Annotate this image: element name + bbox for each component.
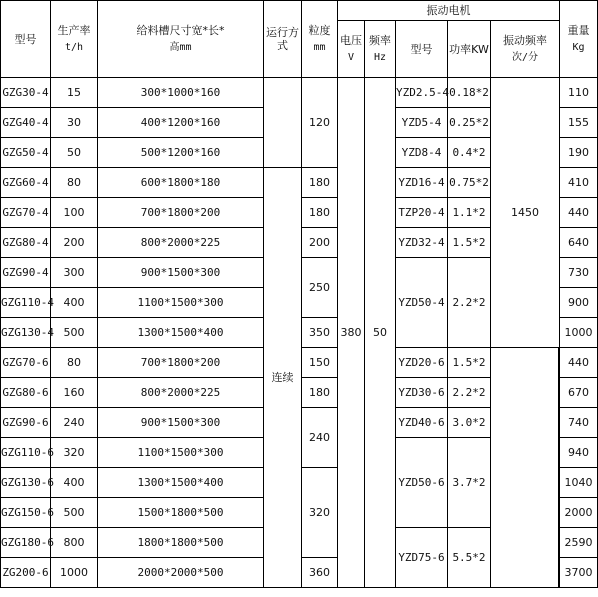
cell-trough: 1100*1500*300 — [98, 438, 264, 468]
cell-model: GZG70-6 — [1, 348, 51, 378]
cell-model: GZG130-6 — [1, 468, 51, 498]
cell-model: GZG60-4 — [1, 168, 51, 198]
cell-weight: 410 — [560, 168, 598, 198]
header-frequency-label: 频率 — [369, 34, 391, 47]
cell-trough: 1500*1800*500 — [98, 498, 264, 528]
cell-motor-model: YZD50-6 — [396, 438, 448, 528]
cell-weight: 640 — [560, 228, 598, 258]
cell-particle: 200 — [302, 228, 338, 258]
header-voltage — [338, 21, 365, 78]
cell-capacity: 500 — [51, 498, 98, 528]
cell-capacity: 50 — [51, 138, 98, 168]
cell-capacity: 400 — [51, 468, 98, 498]
cell-motor-model: YZD30-6 — [396, 378, 448, 408]
cell-weight: 2000 — [560, 498, 598, 528]
cell-trough: 800*2000*225 — [98, 228, 264, 258]
cell-capacity: 80 — [51, 348, 98, 378]
header-operation: 运行方式 — [264, 1, 302, 78]
cell-model: GZG90-6 — [1, 408, 51, 438]
cell-model: GZG110-6 — [1, 438, 51, 468]
header-vibmotor: 振动电机 — [338, 1, 560, 21]
header-voltage-label: 电压 — [340, 34, 362, 47]
header-particle-label: 粒度 — [308, 24, 331, 37]
cell-operation-blank — [264, 78, 302, 168]
cell-power: 5.5*2 — [448, 528, 491, 588]
cell-particle: 180 — [302, 378, 338, 408]
cell-trough: 1100*1500*300 — [98, 288, 264, 318]
header-trough — [98, 1, 264, 78]
cell-model: ZG200-6 — [1, 558, 51, 588]
cell-capacity: 200 — [51, 228, 98, 258]
cell-trough: 1300*1500*400 — [98, 468, 264, 498]
cell-particle: 240 — [302, 408, 338, 468]
cell-model: GZG50-4 — [1, 138, 51, 168]
cell-weight: 155 — [560, 108, 598, 138]
cell-particle: 180 — [302, 198, 338, 228]
cell-particle: 350 — [302, 318, 338, 348]
header-power: 功率KW — [448, 21, 491, 78]
cell-motor-model: YZD5-4 — [396, 108, 448, 138]
cell-trough: 1800*1800*500 — [98, 528, 264, 558]
cell-model: GZG40-4 — [1, 108, 51, 138]
cell-power: 2.2*2 — [448, 378, 491, 408]
cell-weight: 900 — [560, 288, 598, 318]
cell-model: GZG80-6 — [1, 378, 51, 408]
cell-motor-model: YZD8-4 — [396, 138, 448, 168]
cell-motor-model: YZD32-4 — [396, 228, 448, 258]
cell-weight: 740 — [560, 408, 598, 438]
cell-model: GZG150-6 — [1, 498, 51, 528]
cell-capacity: 100 — [51, 198, 98, 228]
cell-weight: 2590 — [560, 528, 598, 558]
cell-trough: 400*1200*160 — [98, 108, 264, 138]
cell-particle: 180 — [302, 168, 338, 198]
cell-power: 3.7*2 — [448, 438, 491, 528]
cell-weight: 1000 — [560, 318, 598, 348]
cell-model: GZG130-4 — [1, 318, 51, 348]
cell-motor-model: YZD50-4 — [396, 258, 448, 348]
header-weight-label: 重量 — [567, 24, 590, 37]
header-capacity-unit: t/h — [64, 42, 84, 53]
cell-frequency: 50 — [365, 78, 396, 588]
cell-weight: 190 — [560, 138, 598, 168]
header-particle — [302, 1, 338, 78]
cell-trough: 700*1800*200 — [98, 348, 264, 378]
cell-capacity: 320 — [51, 438, 98, 468]
cell-motor-model: YZD2.5-4 — [396, 78, 448, 108]
cell-power: 0.18*2 — [448, 78, 491, 108]
cell-trough: 300*1000*160 — [98, 78, 264, 108]
cell-power: 0.25*2 — [448, 108, 491, 138]
header-trough-label: 给料槽尺寸宽*长* — [136, 24, 225, 37]
cell-power: 2.2*2 — [448, 258, 491, 348]
cell-weight: 440 — [560, 198, 598, 228]
cell-weight: 110 — [560, 78, 598, 108]
header-vib-freq — [491, 21, 560, 78]
cell-weight: 3700 — [560, 558, 598, 588]
cell-capacity: 160 — [51, 378, 98, 408]
cell-motor-model: YZD16-4 — [396, 168, 448, 198]
cell-capacity: 30 — [51, 108, 98, 138]
header-capacity — [51, 1, 98, 78]
cell-trough: 900*1500*300 — [98, 408, 264, 438]
header-weight-unit: Kg — [572, 42, 585, 53]
header-vib-freq-label: 振动频率 — [503, 34, 547, 47]
header-frequency-unit: Hz — [373, 52, 387, 63]
cell-particle: 150 — [302, 348, 338, 378]
cell-power: 1.5*2 — [448, 228, 491, 258]
cell-particle: 360 — [302, 558, 338, 588]
cell-capacity: 300 — [51, 258, 98, 288]
header-model: 型号 — [1, 1, 51, 78]
cell-voltage: 380 — [338, 78, 365, 588]
header-capacity-label: 生产率 — [57, 24, 91, 37]
header-frequency — [365, 21, 396, 78]
cell-model: GZG90-4 — [1, 258, 51, 288]
header-motor-model: 型号 — [396, 21, 448, 78]
cell-weight: 940 — [560, 438, 598, 468]
cell-power: 1.1*2 — [448, 198, 491, 228]
header-trough-unit: 高mm — [169, 42, 192, 53]
header-particle-unit: mm — [313, 42, 326, 53]
cell-weight: 670 — [560, 378, 598, 408]
cell-capacity: 800 — [51, 528, 98, 558]
cell-particle: 250 — [302, 258, 338, 318]
cell-model: GZG80-4 — [1, 228, 51, 258]
cell-motor-model: YZD40-6 — [396, 408, 448, 438]
cell-capacity: 500 — [51, 318, 98, 348]
cell-motor-model: YZD20-6 — [396, 348, 448, 378]
cell-power: 3.0*2 — [448, 408, 491, 438]
header-weight — [560, 1, 598, 78]
cell-particle: 320 — [302, 468, 338, 558]
cell-capacity: 80 — [51, 168, 98, 198]
cell-trough: 900*1500*300 — [98, 258, 264, 288]
cell-motor-model: YZD75-6 — [396, 528, 448, 588]
cell-power: 1.5*2 — [448, 348, 491, 378]
cell-trough: 500*1200*160 — [98, 138, 264, 168]
cell-model: GZG180-6 — [1, 528, 51, 558]
cell-model: GZG30-4 — [1, 78, 51, 108]
cell-vib-freq-4pole: 1450 — [491, 78, 560, 348]
cell-operation: 连续 — [264, 168, 302, 588]
header-vib-freq-unit: 次/分 — [511, 52, 539, 63]
cell-weight: 1040 — [560, 468, 598, 498]
cell-model: GZG70-4 — [1, 198, 51, 228]
cell-trough: 1300*1500*400 — [98, 318, 264, 348]
cell-trough: 600*1800*180 — [98, 168, 264, 198]
cell-particle: 120 — [302, 78, 338, 168]
cell-trough: 700*1800*200 — [98, 198, 264, 228]
cell-vib-freq-spacer — [491, 348, 559, 588]
cell-capacity: 1000 — [51, 558, 98, 588]
header-voltage-unit: V — [347, 52, 355, 63]
cell-capacity: 400 — [51, 288, 98, 318]
cell-power: 0.4*2 — [448, 138, 491, 168]
cell-trough: 2000*2000*500 — [98, 558, 264, 588]
cell-capacity: 240 — [51, 408, 98, 438]
cell-trough: 800*2000*225 — [98, 378, 264, 408]
cell-weight: 440 — [560, 348, 598, 378]
cell-motor-model: TZP20-4 — [396, 198, 448, 228]
cell-model: GZG110-4 — [1, 288, 51, 318]
cell-capacity: 15 — [51, 78, 98, 108]
cell-power: 0.75*2 — [448, 168, 491, 198]
cell-weight: 730 — [560, 258, 598, 288]
